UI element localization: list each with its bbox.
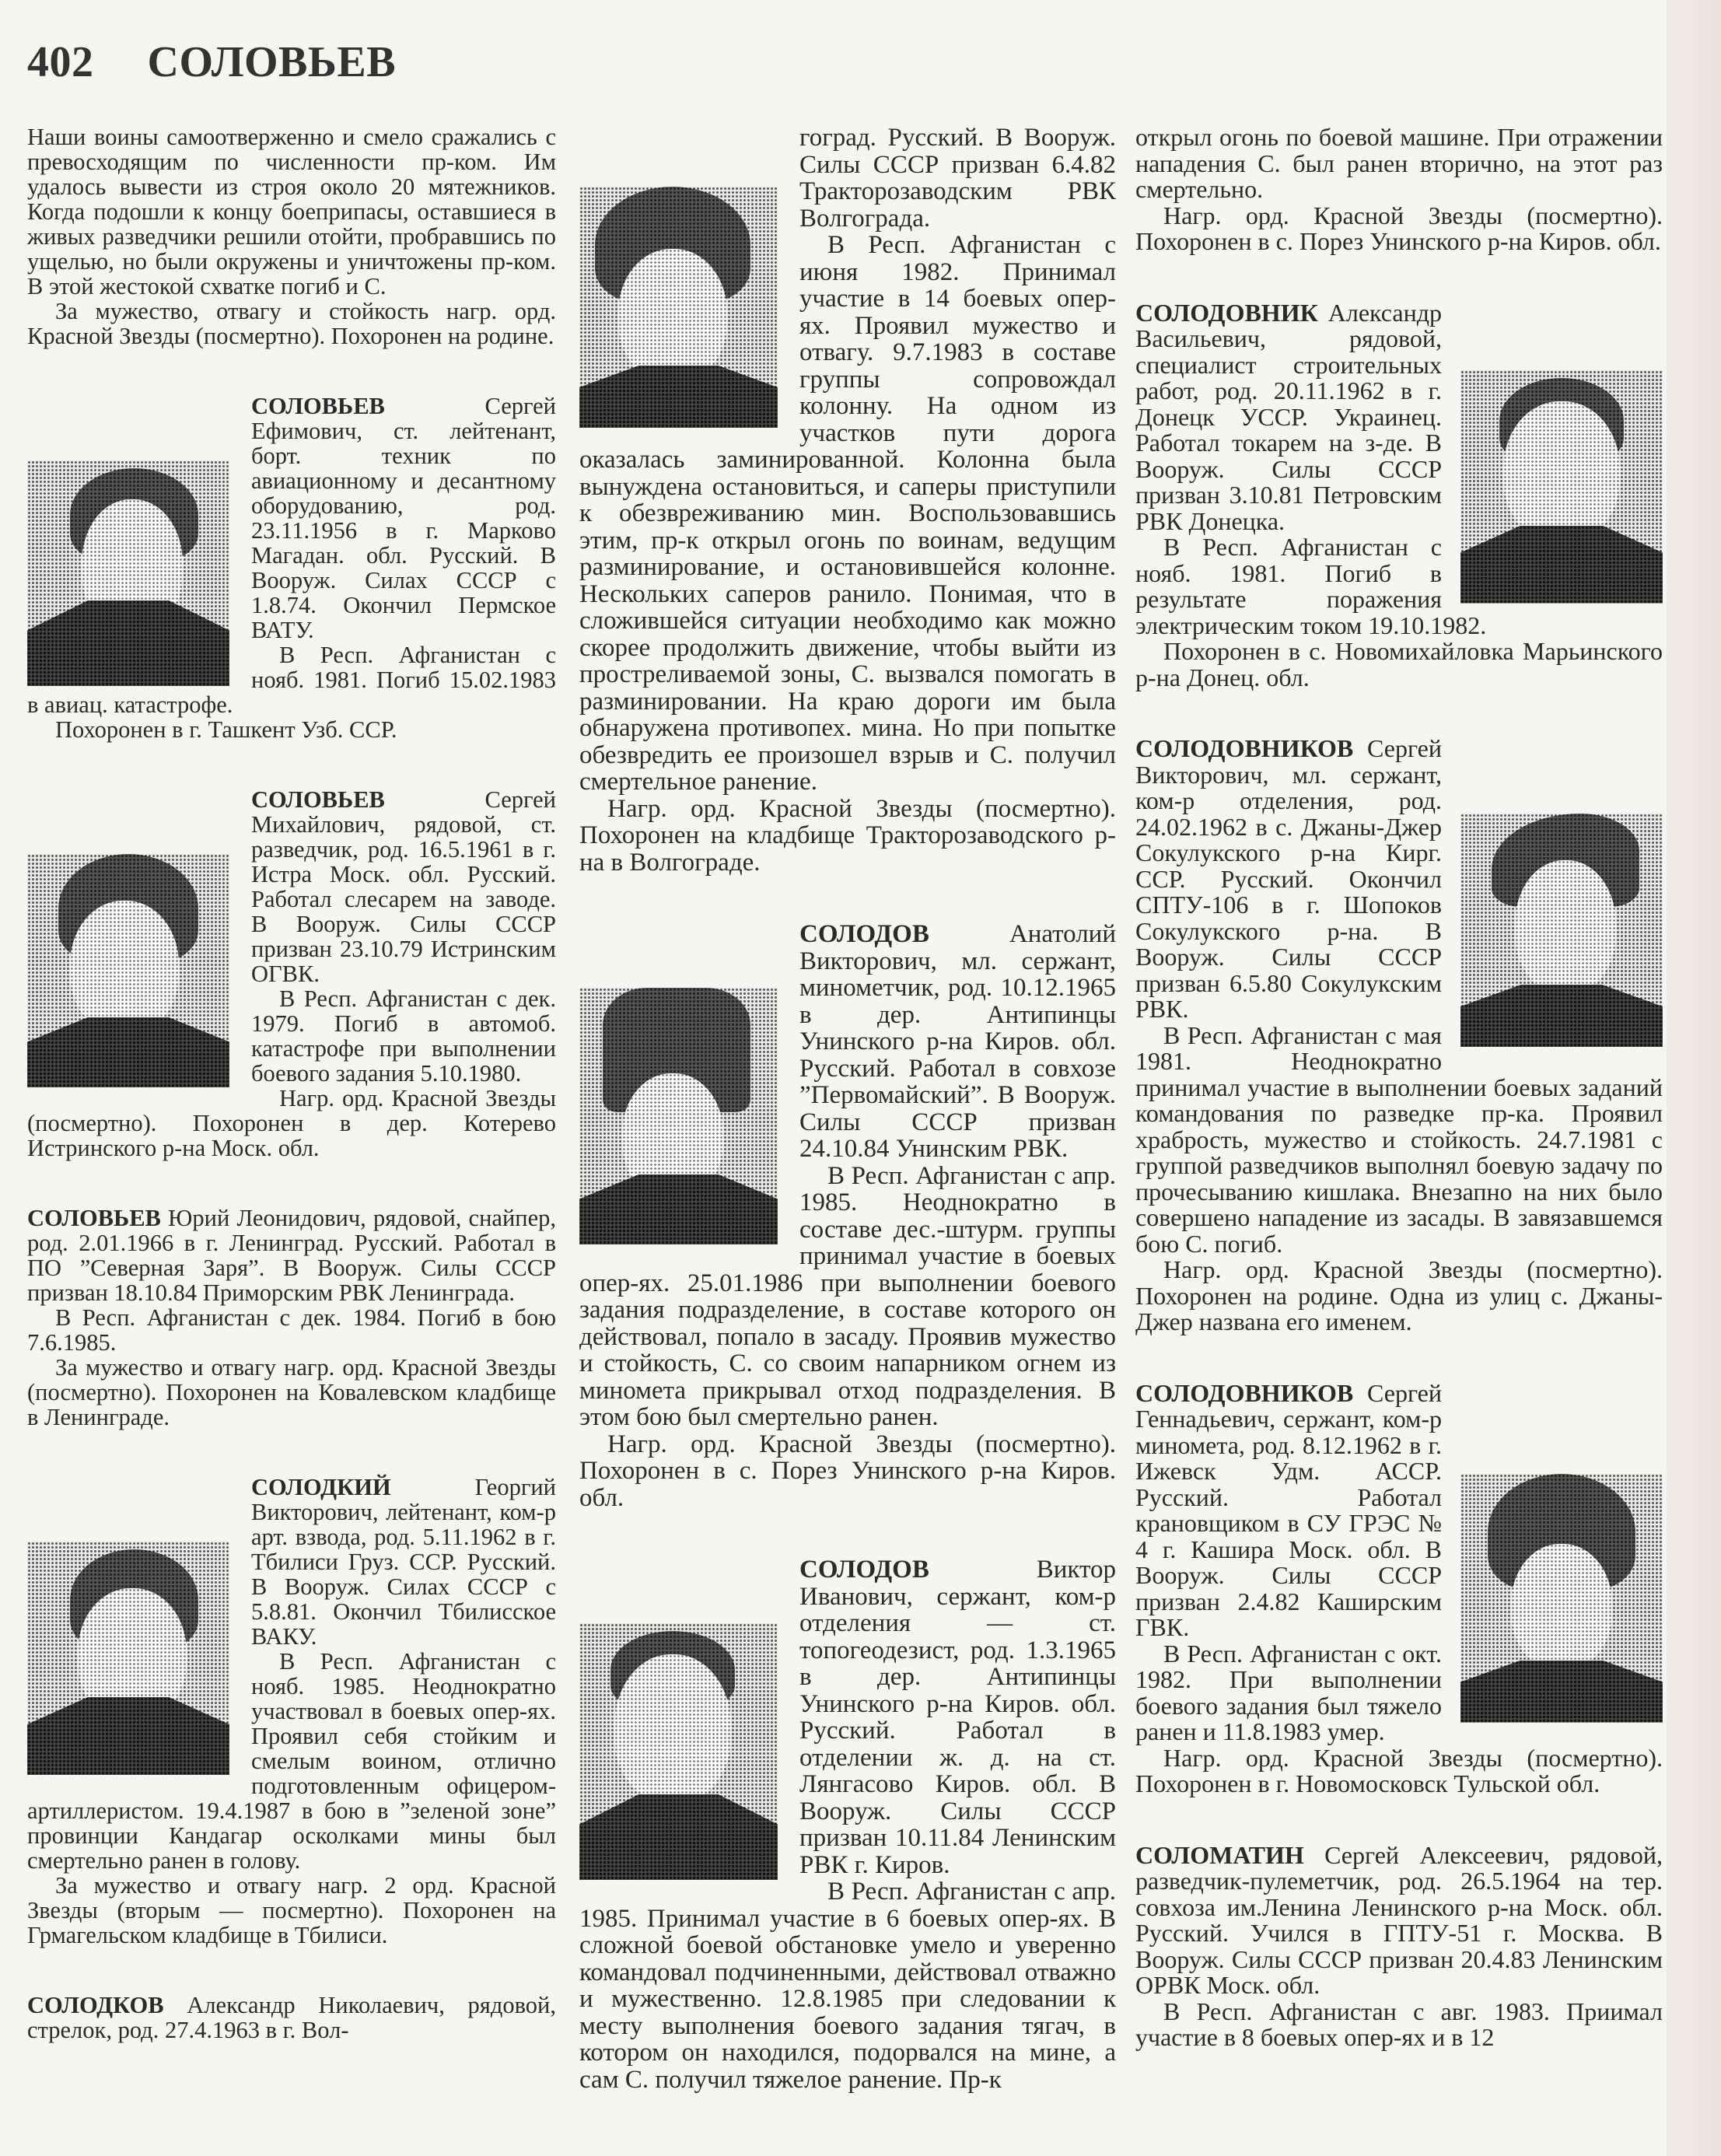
portrait-photo <box>579 187 778 428</box>
entry-paragraph: За мужество, отвагу и стойкость нагр. орд. Красной Звезды (посмертно). Похоронен на родине. <box>27 298 556 349</box>
entry-intro: Сергей Алексеевич, рядовой, разведчик-пулеметчик, род. 26.5.1964 на тер. совхоза им.Ленина Ленинского р-на Моск. обл. Русский. Учился в ГПТУ-51 г. Москва. В Вооруж. Силы СССР призван 20.4.83 Ленинским ОРВК Моск. обл. <box>1135 1840 1663 1999</box>
entry-paragraph: За мужество и отвагу нагр. 2 орд. Красной Звезды (вторым — посмертно). Похоронен на Грмагельском кладбище в Тбилиси. <box>27 1872 556 1948</box>
entry-paragraph: За мужество и отвагу нагр. орд. Красной Звезды (посмертно). Похоронен на Ковалевском кладбище в Ленинграде. <box>27 1354 556 1430</box>
entry-intro: Георгий Викторович, лейтенант, ком-р арт. взвода, род. 5.11.1962 в г. Тбилиси Груз. ССР. Русский. В Вооруж. Силах СССР с 5.8.81. Окончил Тбилисское ВАКУ. <box>251 1474 556 1650</box>
portrait-photo <box>579 988 778 1244</box>
entry-surname: СОЛОВЬЕВ <box>251 786 385 813</box>
column-3 <box>1135 124 1663 2096</box>
portrait-photo <box>1460 370 1663 604</box>
portrait-photo <box>1460 814 1663 1047</box>
portrait-photo <box>579 1623 778 1880</box>
page-number: 402 <box>27 38 94 86</box>
entry-intro: Сергей Геннадьевич, сержант, ком-р миномета, род. 8.12.1962 в г. Ижевск Удм. АССР. Русский. Работал крановщиком в СУ ГРЭС № 4 г. Кашира Моск. обл. В Вооруж. Силы СССР призван 2.4.82 Каширским ГВК. <box>1135 1378 1442 1641</box>
entry-solodovnikov-sergey-viktorovich <box>1135 736 1663 1335</box>
portrait-photo <box>27 1542 229 1775</box>
entry-surname: СОЛОДОВ <box>799 920 929 948</box>
entry-intro: Анатолий Викторович, мл. сержант, минометчик, род. 10.12.1965 в дер. Антипинцы Унинского р-на Киров. обл. Русский. Работал в совхозе ”Первомайский”. В Вооруж. Силы СССР призван 24.10.84 Унинским РВК. <box>799 920 1116 1163</box>
entry-surname: СОЛОВЬЕВ <box>251 393 385 419</box>
entry-paragraph: В Респ. Афганистан с мая 1981. Неоднократно принимал участие в выполнении боевых заданий командования по разведке пр-ка. Проявил храбрость, мужество и стойкость. 24.7.1981 с группой разведчиков выполнял боевую задачу по прочесыванию кишлака. Внезапно на них было совершено нападение из засады. В завязавшемся бою С. погиб. <box>1135 1020 1663 1258</box>
entry-solomatin-sergey-alekseevich <box>1135 1840 1663 2051</box>
entry-intro: Юрий Леонидович, рядовой, снайпер, род. 2.01.1966 в г. Ленинград. Русский. Работал в ПО ”Северная Заря”. В Вооруж. Силы СССР призван 18.10.84 Приморским РВК Ленинграда. <box>27 1205 556 1306</box>
portrait-photo <box>1460 1474 1663 1723</box>
entry-paragraph: В Респ. Афганистан с апр. 1985. Принимал участие в 6 боевых опер-ях. В сложной боевой обстановке умело и уверенно командовал подчиненными, действовал отважно и мужественно. 12.8.1985 при следовании к месту выполнения боевого задания тягач, в котором он находился, подорвался на мине, а сам С. получил тяжелое ранение. Пр-к <box>579 1878 1116 2094</box>
column-2 <box>579 124 1116 2138</box>
entry-intro: Сергей Ефимович, ст. лейтенант, борт. техник по авиационному и десантному оборудованию, род. 23.11.1956 в г. Марково Магадан. обл. Русский. В Вооруж. Силах СССР с 1.8.74. Окончил Пермское ВАТУ. <box>251 393 556 643</box>
entry-paragraph: В Респ. Афганистан с апр. 1985. Неоднократно в составе дес.-штурм. группы принимал участие в боевых опер-ях. 25.01.1986 при выполнении боевого задания подразделение, в составе которого он действовал, попало в засаду. Проявив мужество и стойкость, С. со своим напарником огнем из миномета прикрывал отход подразделения. В этом бою был смертельно ранен. <box>579 1161 1116 1431</box>
entry-paragraph: Наши воины самоотверженно и смело сражались с превосходящим по численности пр-ком. Им удалось вывести из строя около 20 мятежников. Когда подошли к концу боеприпасы, оставшиеся в живых разведчики решили отойти, пробравшись по ущелью, но были окружены и уничтожены пр-ком. В этой жестокой схватке погиб и С. <box>27 124 556 299</box>
entry-paragraph: В Респ. Афганистан с дек. 1979. Погиб в автомоб. катастрофе при выполнении боевого задания 5.10.1980. <box>251 985 556 1087</box>
entry-intro: Александр Васильевич, рядовой, специалист строительных работ, род. 20.11.1962 в г. Донецк УССР. Украинец. Работал токарем на з-де. В Вооруж. Силы СССР призван 3.10.81 Петровским РВК Донецка. <box>1135 298 1442 535</box>
entry-paragraph: Нагр. орд. Красной Звезды (посмертно). Похоронен на родине. Одна из улиц с. Джаны-Джер названа его именем. <box>1135 1255 1663 1335</box>
entry-intro: Александр Николаевич, рядовой, стрелок, род. 27.4.1963 в г. Вол- <box>27 1992 556 2043</box>
entry-surname: СОЛОДОВНИКОВ <box>1135 1378 1354 1407</box>
entry-solodov-anatoliy-viktorovich <box>579 921 1116 1511</box>
entry-surname: СОЛОДКОВ <box>27 1992 164 2018</box>
entry-intro: гоград. Русский. В Вооруж. Силы СССР призван 6.4.82 Тракторозаводским РВК Волгограда. <box>799 124 1116 233</box>
entry-paragraph: В Респ. Афганистан с нояб. 1985. Неоднократно участвовал в боевых опер-ях. Проявил себя стойким и смелым воином, отлично подготовленным офицером-артиллеристом. 19.4.1987 в бою в ”зеленой зоне” провинции Кандагар осколками мины был смертельно ранен в голову. <box>27 1648 556 1874</box>
entry-paragraph: открыл огонь по боевой машине. При отражении нападения С. был ранен вторично, на этот раз смертельно. <box>1135 123 1663 203</box>
running-title: СОЛОВЬЕВ <box>147 38 397 86</box>
entry-intro: Сергей Михайлович, рядовой, ст. разведчик, род. 16.5.1961 в г. Истра Моск. обл. Русский. Работал слесарем на заводе. В Вооруж. Силы СССР призван 23.10.79 Истринским ОГВК. <box>251 786 556 987</box>
entry-solodkiy-georgiy-viktorovich <box>27 1475 556 1948</box>
entry-surname: СОЛОДОВНИКОВ <box>1135 734 1354 762</box>
entry-intro: Виктор Иванович, сержант, ком-р отделения — ст. топогеодезист, род. 1.3.1965 в дер. Антипинцы Унинского р-на Киров. обл. Русский. Работал в отделении ж. д. на ст. Лянгасово Киров. обл. В Вооруж. Силы СССР призван 10.11.84 Ленинским РВК г. Киров. <box>799 1556 1116 1879</box>
entry-paragraph: В Респ. Афганистан с нояб. 1981. Погиб 15.02.1983 в авиац. катастрофе. <box>27 642 556 718</box>
entry-surname: СОЛОДОВ <box>799 1556 929 1584</box>
entry-paragraph: Нагр. орд. Красной Звезды (посмертно). Похоронен в с. Порез Унинского р-на Киров. обл. <box>579 1430 1116 1512</box>
entry-paragraph: В Респ. Афганистан с авг. 1983. Приимал участие в 8 боевых опер-ях и в 12 <box>1135 1997 1663 2051</box>
entry-surname: СОЛОМАТИН <box>1135 1840 1304 1869</box>
entry-paragraph: В Респ. Афганистан с окт. 1982. При выполнении боевого задания был тяжело ранен и 11.8.1983 умер. <box>1135 1639 1442 1745</box>
entry-paragraph: Похоронен в г. Ташкент Узб. ССР. <box>55 716 397 743</box>
entry-solodkov-aleksandr-nikolaevich <box>27 1993 556 2042</box>
entry-intro: Сергей Викторович, мл. сержант, ком-р отделения, род. 24.02.1962 в с. Джаны-Джер Сокулукского р-на Кирг. ССР. Русский. Окончил СПТУ-106 в г. Шопоков Сокулукского р-на. В Вооруж. Силы СССР призван 6.5.80 Сокулукским РВК. <box>1135 734 1442 1023</box>
entry-paragraph: В Респ. Афганистан с нояб. 1981. Погиб в результате поражения электрическим током 19.10.1982. <box>1135 533 1487 639</box>
entry-paragraph: В Респ. Афганистан с дек. 1984. Погиб в бою 7.6.1985. <box>27 1304 556 1356</box>
page-edge <box>1667 0 1721 2156</box>
entry-solodovnik-aleksandr-vasilievich <box>1135 300 1663 691</box>
entry-soloviev-sergey-mikhailovich <box>27 787 556 1160</box>
portrait-photo <box>27 460 229 686</box>
entry-paragraph: Нагр. орд. Красной Звезды (посмертно). Похоронен на кладбище Тракторозаводского р-на в Волгограде. <box>579 794 1116 877</box>
entry-soloviev-yuriy-leonidovich <box>27 1206 556 1430</box>
entry-continuation <box>579 124 1116 876</box>
entry-paragraph: Нагр. орд. Красной Звезды (посмертно). Похоронен в г. Новомосковск Тульской обл. <box>1135 1743 1663 1797</box>
portrait-photo <box>27 854 229 1087</box>
entry-surname: СОЛОДОВНИК <box>1135 298 1318 327</box>
page-header <box>27 37 396 100</box>
column-1 <box>27 124 556 2088</box>
entry-paragraph: Похоронен в с. Новомихайловка Марьинского р-на Донец. обл. <box>1135 637 1663 691</box>
entry-paragraph: Нагр. орд. Красной Звезды (посмертно). Похоронен в дер. Котерево Истринского р-на Моск. обл. <box>27 1085 556 1161</box>
entry-soloviev-sergey-efimovich <box>27 394 556 742</box>
entry-paragraph: Нагр. орд. Красной Звезды (посмертно). Похоронен в с. Порез Унинского р-на Киров. обл. <box>1135 201 1663 255</box>
entry-paragraph: В Респ. Афганистан с июня 1982. Принимал участие в 14 боевых опер-ях. Проявил мужество и отвагу. 9.7.1983 в составе группы сопровождал колонну. На одном из участков пути дорога оказалась заминированной. Колонна была вынуждена остановиться, и саперы приступили к обезвреживанию мин. Воспользовавшись этим, пр-к открыл огонь по воинам, ведущим разминирование, и остановившейся колонне. Нескольких саперов ранило. Понимая, что в сложившейся ситуации необходимо как можно скорее продолжить движение, чтобы выйти из простреливаемой зоны, С. вызвался помогать в разминировании. На краю дороги им была обнаружена противопех. мина. Но при попытке обезвредить ее произошел взрыв и С. получил смертельное ранение. <box>579 231 1116 796</box>
entry-surname: СОЛОВЬЕВ <box>27 1205 161 1231</box>
entry-solodovnikov-sergey-gennadievich <box>1135 1378 1663 1797</box>
entry-solodov-viktor-ivanovich <box>579 1556 1116 2093</box>
entry-continuation <box>1135 124 1663 255</box>
entry-continuation <box>27 124 556 348</box>
entry-surname: СОЛОДКИЙ <box>251 1474 391 1500</box>
